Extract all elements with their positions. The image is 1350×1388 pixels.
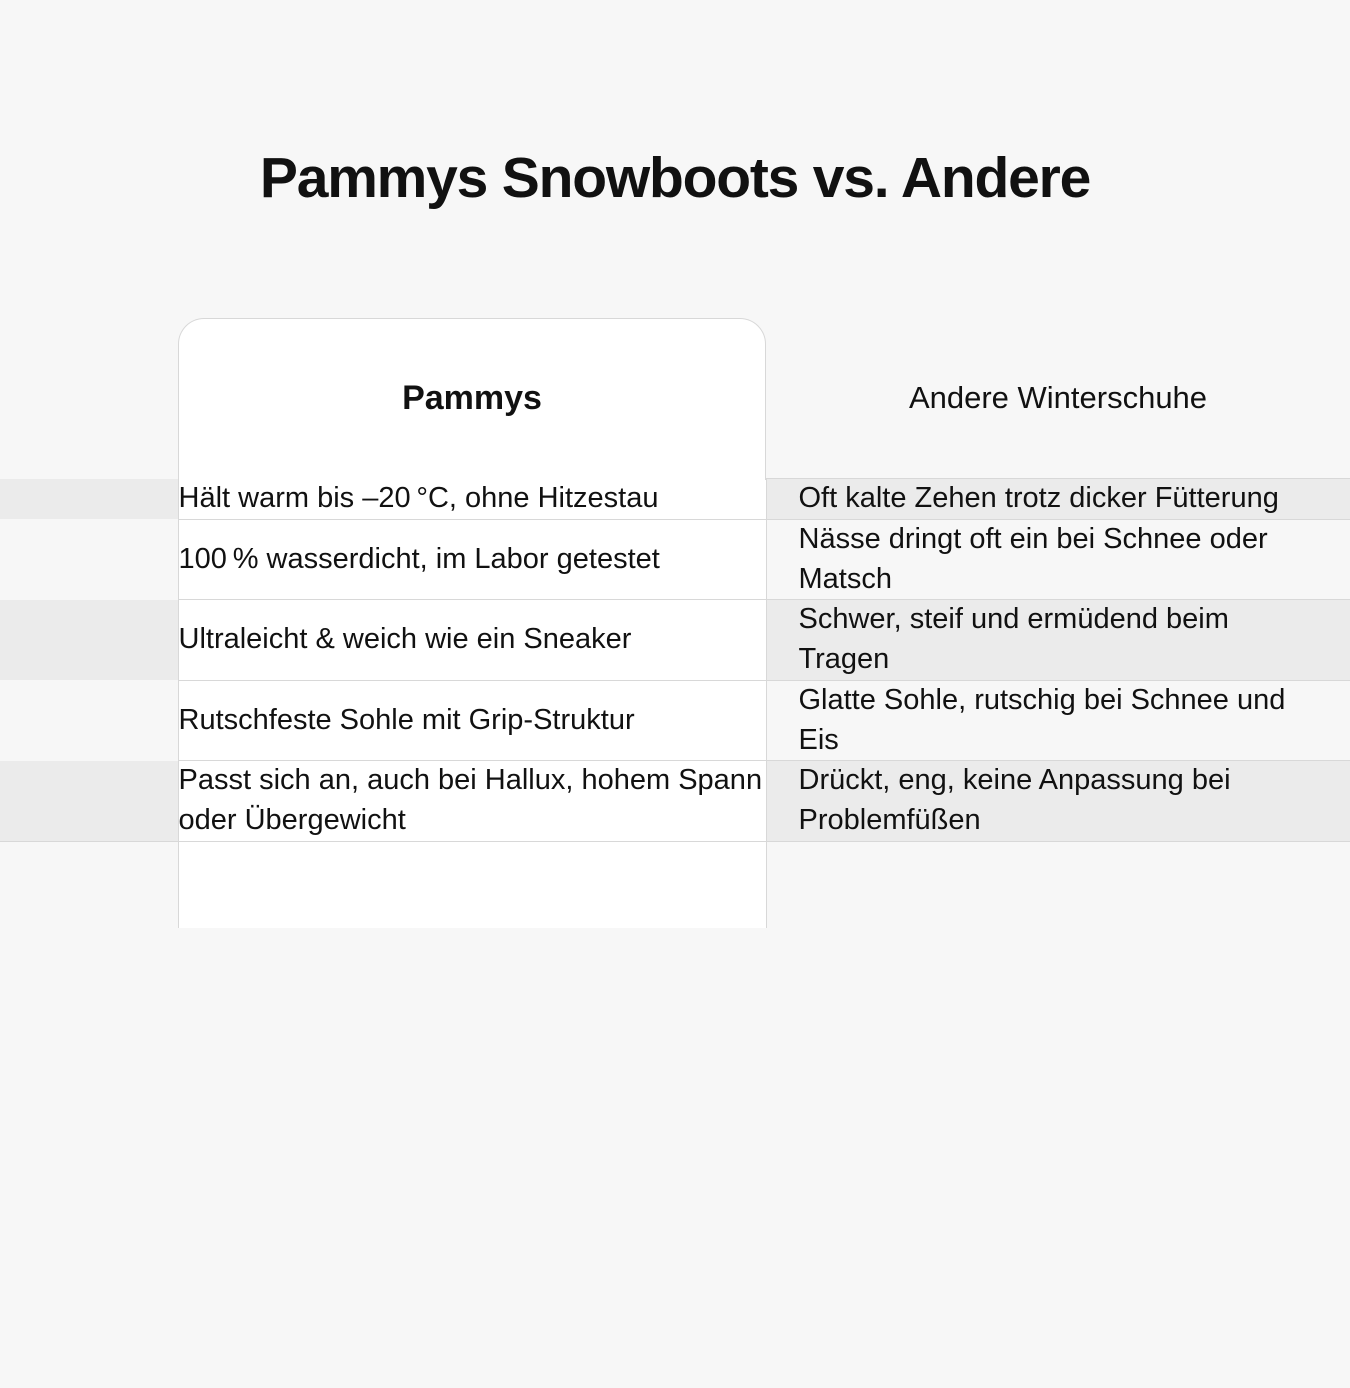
- cell-andere: [766, 841, 1350, 928]
- column-header-pammys-label: Pammys: [402, 378, 542, 417]
- comparison-page: [0, 38, 1350, 1388]
- comparison-table-wrapper: [0, 318, 1350, 927]
- row-label-cell: [0, 479, 178, 520]
- row-label-cell: [0, 680, 178, 760]
- table-row-partial: [0, 841, 1350, 928]
- table-row: [0, 680, 1350, 760]
- table-row: [0, 519, 1350, 599]
- column-header-andere-label: Andere Winterschuhe: [908, 380, 1208, 416]
- cell-pammys: Hält warm bis –20 °C, ohne Hitzestau: [178, 479, 766, 520]
- row-label-cell: [0, 519, 178, 599]
- table-row: [0, 761, 1350, 841]
- cell-andere: Nässe dringt oft ein bei Schnee oder Matsch: [766, 519, 1350, 599]
- table-row: [0, 479, 1350, 520]
- cell-pammys: 100 % wasserdicht, im Labor getestet: [178, 519, 766, 599]
- cell-pammys: Rutschfeste Sohle mit Grip-Struktur: [178, 680, 766, 760]
- row-label-cell: [0, 761, 178, 841]
- cell-andere: Drückt, eng, keine Anpassung bei Problemfüßen: [766, 761, 1350, 841]
- cell-pammys: Ultraleicht & weich wie ein Sneaker: [178, 600, 766, 680]
- row-label-cell: [0, 841, 178, 928]
- cell-andere: Oft kalte Zehen trotz dicker Fütterung: [766, 479, 1350, 520]
- cell-andere: Schwer, steif und ermüdend beim Tragen: [766, 600, 1350, 680]
- row-label-cell: [0, 600, 178, 680]
- table-body: [0, 479, 1350, 928]
- cell-pammys: [178, 841, 766, 928]
- table-row: [0, 600, 1350, 680]
- column-header-andere: [766, 318, 1350, 479]
- page-title: Pammys Snowboots vs. Andere: [259, 146, 1091, 211]
- cell-pammys: Passt sich an, auch bei Hallux, hohem Spann oder Übergewicht: [178, 761, 766, 841]
- column-header-label: [0, 318, 178, 479]
- cell-andere: Glatte Sohle, rutschig bei Schnee und Eis: [766, 680, 1350, 760]
